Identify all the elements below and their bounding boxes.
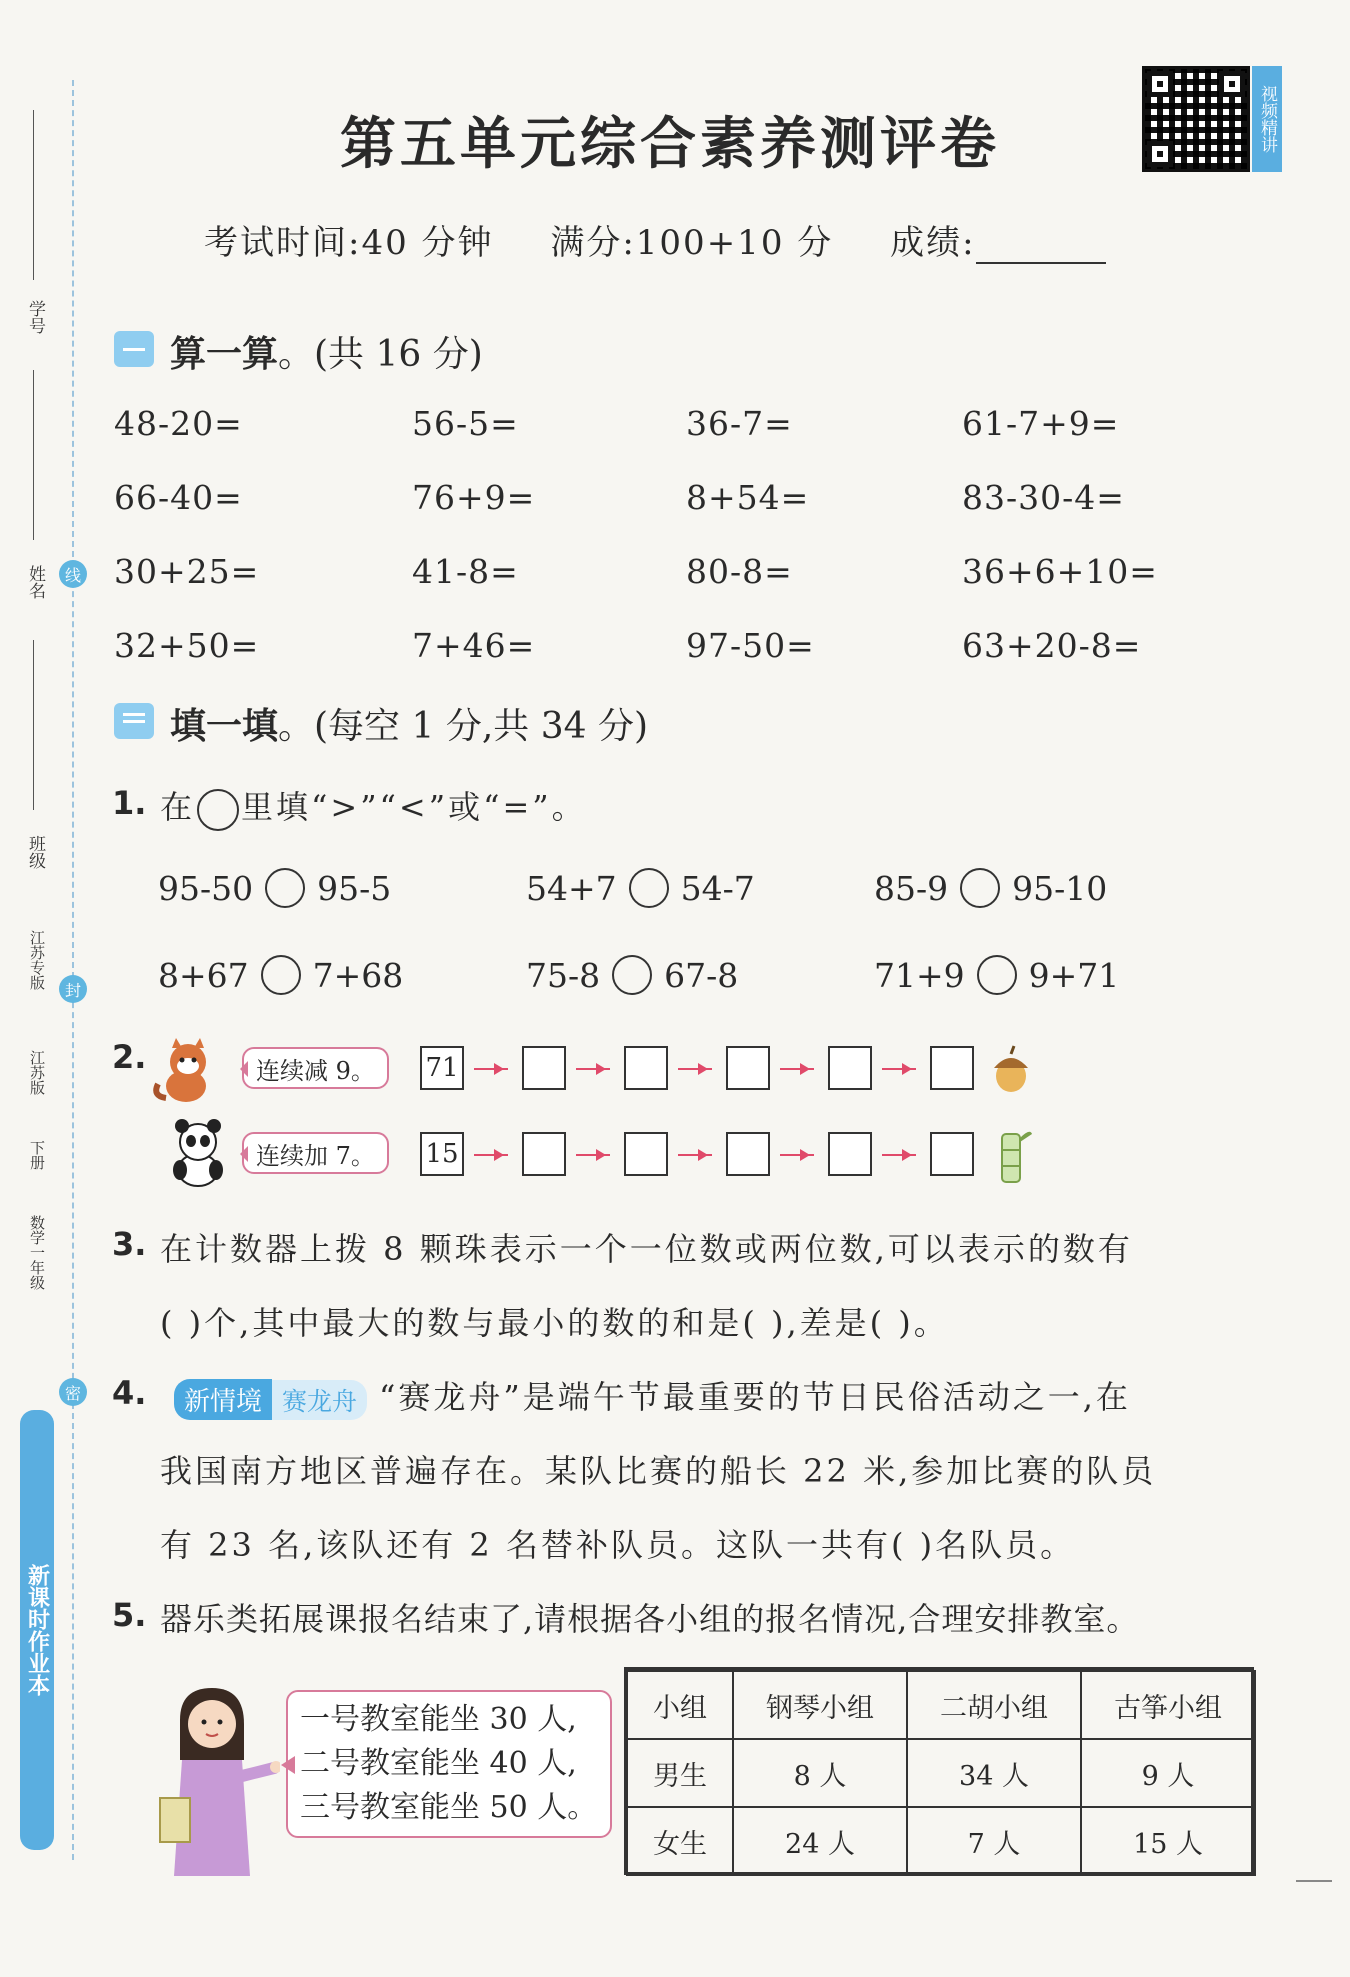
score-label: 成绩: [890, 223, 976, 263]
arrow-icon [678, 1068, 712, 1070]
page-edge-mark [1296, 1880, 1332, 1882]
seal-seal-mark: 封 [59, 975, 87, 1003]
table-header-cell: 小组 [627, 1671, 733, 1739]
table-row [627, 1739, 1255, 1807]
exam-info [204, 215, 1150, 264]
compare-answer-circle[interactable] [629, 868, 669, 908]
classroom-1-capacity: 一号教室能坐 30 人, [300, 1702, 577, 1737]
calc-item: 36-7= [686, 404, 793, 443]
chain-1-answer-box[interactable] [624, 1046, 668, 1090]
name-label: 姓名 [25, 565, 45, 599]
compare-item: 85-9 95-10 [874, 868, 1108, 908]
red-panda-icon [152, 1036, 224, 1108]
table-header-row [627, 1671, 1255, 1739]
exam-time: 考试时间:40 分钟 [204, 223, 494, 263]
question-1-number: 1. [112, 784, 147, 822]
class-rule [33, 640, 34, 810]
dragon-boat-tag: 赛龙舟 [272, 1380, 367, 1420]
teacher-speech-bubble [286, 1690, 612, 1838]
chain-2-label: 连续加 7。 [242, 1132, 389, 1174]
acorn-icon [988, 1044, 1034, 1094]
calc-item: 56-5= [412, 404, 519, 443]
arrow-icon [882, 1154, 916, 1156]
bamboo-icon [990, 1124, 1034, 1186]
section-two-title: 填一填。(每空 1 分,共 34 分) [170, 706, 649, 747]
student-id-label: 学号 [25, 300, 45, 334]
chain-1-answer-box[interactable] [828, 1046, 872, 1090]
question-3-line-2: ( )个,其中最大的数与最小的数的和是( ),差是( )。 [160, 1304, 949, 1342]
compare-item: 71+9 9+71 [874, 955, 1120, 995]
compare-item: 75-8 67-8 [526, 955, 739, 995]
panda-icon [166, 1116, 230, 1188]
chain-2-start-box: 15 [420, 1132, 464, 1176]
chain-2-answer-box[interactable] [522, 1132, 566, 1176]
table-row [627, 1807, 1255, 1875]
compare-answer-circle[interactable] [261, 955, 301, 995]
compare-item: 8+67 7+68 [158, 955, 404, 995]
new-context-tag: 新情境 [174, 1379, 272, 1420]
brand-strip: 新课时作业本 [20, 1410, 54, 1850]
calc-item: 80-8= [686, 552, 793, 591]
arrow-icon [576, 1154, 610, 1156]
edition-label: 江苏专版 [28, 930, 46, 990]
seal-secret-mark: 密 [59, 1378, 87, 1406]
full-score: 满分:100+10 分 [550, 223, 834, 263]
binding-dashed-line [72, 80, 74, 1860]
arrow-icon [882, 1068, 916, 1070]
calc-item: 7+46= [412, 626, 536, 665]
calc-item: 36+6+10= [962, 552, 1158, 591]
question-1-instruction: 在 里填“>”“<”或“=”。 [160, 782, 587, 831]
teacher-icon [150, 1680, 280, 1880]
table-cell: 15 人 [1081, 1807, 1255, 1875]
arrow-icon [780, 1154, 814, 1156]
qr-code-icon[interactable] [1142, 66, 1250, 172]
arrow-icon [780, 1068, 814, 1070]
arrow-icon [474, 1068, 508, 1070]
section-two-badge-icon [114, 703, 154, 739]
question-5-text: 器乐类拓展课报名结束了,请根据各小组的报名情况,合理安排教室。 [160, 1600, 1140, 1638]
classroom-2-capacity: 二号教室能坐 40 人, [300, 1746, 577, 1781]
calc-item: 76+9= [412, 478, 536, 517]
classroom-3-capacity: 三号教室能坐 50 人。 [300, 1790, 598, 1825]
chain-1-answer-box[interactable] [522, 1046, 566, 1090]
seal-line-mark: 线 [59, 560, 87, 588]
table-cell: 9 人 [1081, 1739, 1255, 1807]
table-header-cell: 钢琴小组 [733, 1671, 907, 1739]
table-cell: 男生 [627, 1739, 733, 1807]
question-3-number: 3. [112, 1225, 147, 1263]
table-cell: 34 人 [907, 1739, 1081, 1807]
enrollment-table [626, 1670, 1256, 1876]
question-5-number: 5. [112, 1596, 147, 1634]
question-4-number: 4. [112, 1374, 147, 1412]
table-header-cell: 二胡小组 [907, 1671, 1081, 1739]
arrow-icon [576, 1068, 610, 1070]
section-one-title: 算一算。(共 16 分) [170, 334, 483, 375]
compare-item: 54+7 54-7 [526, 868, 755, 908]
question-2-number: 2. [112, 1038, 147, 1076]
question-4-line-3: 有 23 名,该队还有 2 名替补队员。这队一共有( )名队员。 [160, 1526, 1076, 1564]
qr-finder-icon [1219, 71, 1245, 97]
compare-circle-icon [197, 789, 239, 831]
chain-1-label: 连续减 9。 [242, 1047, 389, 1089]
chain-2-answer-box[interactable] [624, 1132, 668, 1176]
question-4-line-1: 新情境 赛龙舟 “赛龙舟”是端午节最重要的节日民俗活动之一,在 [174, 1372, 1131, 1420]
arrow-icon [474, 1154, 508, 1156]
volume-label: 下册 [28, 1140, 46, 1170]
calc-item: 41-8= [412, 552, 519, 591]
question-4-line-2: 我国南方地区普遍存在。某队比赛的船长 22 米,参加比赛的队员 [160, 1452, 1157, 1490]
qr-finder-icon [1147, 141, 1173, 167]
video-lecture-tag[interactable]: 视频精讲 [1252, 66, 1282, 172]
calc-item: 48-20= [114, 404, 243, 443]
table-cell: 7 人 [907, 1807, 1081, 1875]
compare-answer-circle[interactable] [977, 955, 1017, 995]
calc-item: 8+54= [686, 478, 810, 517]
page-title: 第五单元综合素养测评卷 [340, 111, 1000, 177]
chain-2-answer-box[interactable] [726, 1132, 770, 1176]
calc-item: 83-30-4= [962, 478, 1125, 517]
compare-item: 95-50 95-5 [158, 868, 392, 908]
table-cell: 女生 [627, 1807, 733, 1875]
qr-finder-icon [1147, 71, 1173, 97]
question-3-line-1: 在计数器上拨 8 颗珠表示一个一位数或两位数,可以表示的数有 [160, 1230, 1133, 1268]
calc-item: 30+25= [114, 552, 260, 591]
chain-1-answer-box[interactable] [930, 1046, 974, 1090]
calc-item: 61-7+9= [962, 404, 1120, 443]
table-cell: 8 人 [733, 1739, 907, 1807]
arrow-icon [678, 1154, 712, 1156]
grade-label: 数学一年级 [28, 1215, 46, 1290]
name-rule [33, 370, 34, 540]
class-label: 班级 [25, 835, 45, 869]
chain-1-answer-box[interactable] [726, 1046, 770, 1090]
calc-item: 97-50= [686, 626, 815, 665]
chain-2-answer-box[interactable] [828, 1132, 872, 1176]
calc-item: 63+20-8= [962, 626, 1142, 665]
student-id-rule [33, 110, 34, 280]
chain-2-answer-box[interactable] [930, 1132, 974, 1176]
table-cell: 24 人 [733, 1807, 907, 1875]
calc-item: 66-40= [114, 478, 243, 517]
version-label: 江苏版 [28, 1050, 46, 1095]
compare-answer-circle[interactable] [612, 955, 652, 995]
score-blank[interactable] [976, 232, 1106, 264]
table-header-cell: 古筝小组 [1081, 1671, 1255, 1739]
calc-item: 32+50= [114, 626, 260, 665]
compare-answer-circle[interactable] [265, 868, 305, 908]
chain-1-start-box: 71 [420, 1046, 464, 1090]
compare-answer-circle[interactable] [960, 868, 1000, 908]
section-one-badge-icon [114, 331, 154, 367]
